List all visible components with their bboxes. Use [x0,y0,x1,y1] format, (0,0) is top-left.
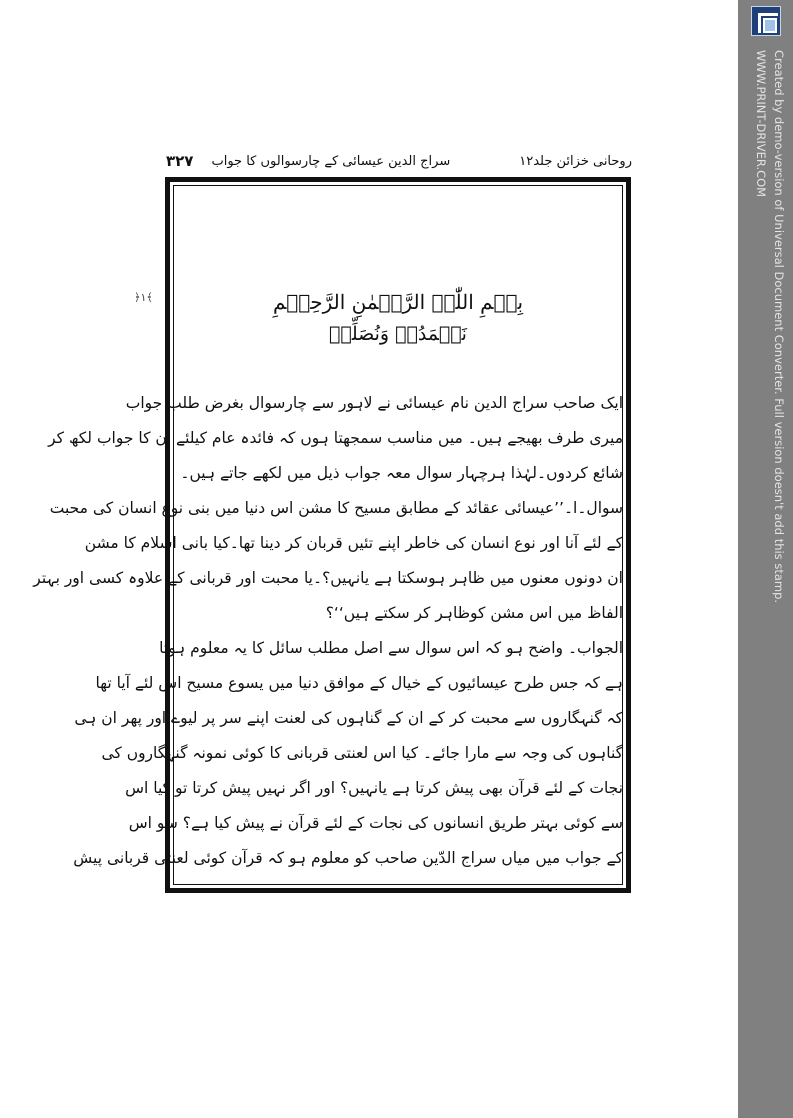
body-line-14: کے جواب میں میاں سراج الدّین صاحب کو معلوم ہو کہ قرآن کوئی لعنتی قربانی پیش [73,849,623,867]
body-line-5: کے لئے آنا اور نوع انسان کی خاطر اپنے تئیں قربان کر دینا تھا۔کیا بانی اسلام کا مشن [84,534,623,552]
page-number: ۳۲۷ [166,152,194,170]
body-line-1: ایک صاحب سراج الدین نام عیسائی نے لاہور سے چارسوال بغرض طلب جواب [125,394,623,412]
logo-box-shape [763,18,777,33]
margin-marker: ﴿۱﴾ [134,291,153,304]
body-text [33,386,623,876]
body-line-11: گناہوں کی وجہ سے مارا جائے۔ کیا اس لعنتی قربانی کا کوئی نمونہ گنہگاروں کی [101,744,623,762]
body-line-9: ہے کہ جس طرح عیسائیوں کے خیال کے موافق دنیا میں یسوع مسیح اس لئے آیا تھا [95,674,623,692]
body-line-12: نجات کے لئے قرآن بھی پیش کرتا ہے یانہیں؟ اور اگر نہیں پیش کرتا تو کیا اس [125,779,623,797]
demo-stamp-text: Created by demo-version of Universal Document Converter. Full version doesn't add this stamp. [772,50,786,604]
chapter-title: سراج الدین عیسائی کے چارسوالوں کا جواب [211,153,451,169]
body-line-2: میری طرف بھیجے ہیں۔ میں مناسب سمجھتا ہوں کہ فائدہ عام کیلئے ان کا جواب لکھ کر [48,429,623,447]
body-line-8: الجواب۔ واضح ہو کہ اس سوال سے اصل مطلب سائل کا یہ معلوم ہوتا [159,639,623,657]
body-line-3: شائع کردوں۔لہٰذا ہرچہار سوال معہ جواب ذیل میں لکھے جاتے ہیں۔ [180,464,623,482]
body-line-10: کہ گنہگاروں سے محبت کر کے ان کے گناہوں کی لعنت اپنے سر پر لیوے اور پھر ان ہی [74,709,623,727]
book-title: روحانی خزائن جلد۱۲ [519,153,632,169]
basmala: بِسۡمِ اللّٰہِ الرَّحۡمٰنِ الرَّحِیۡمِ [272,290,524,314]
header-center-group [166,152,450,170]
body-line-7: الفاظ میں اس مشن کوظاہر کر سکتے ہیں‘‘؟ [325,604,623,622]
invocation: نَحۡمَدُہٗ وَنُصَلِّیۡ [329,323,467,345]
body-line-13: سے کوئی بہتر طریق انسانوں کی نجات کے لئے قرآن نے پیش کیا ہے؟ سو اس [128,814,623,832]
converter-logo-icon [751,6,781,36]
body-line-4: سوال۔ا۔’’عیسائی عقائد کے مطابق مسیح کا مشن اس دنیا میں بنی نوع انسان کی محبت [49,499,623,517]
demo-stamp-url: WWW.PRINT-DRIVER.COM [754,50,768,198]
body-line-6: ان دونوں معنوں میں ظاہر ہوسکتا ہے یانہیں؟۔یا محبت اور قربانی کے علاوہ کسی اور بہتر [33,569,623,587]
running-header [166,148,632,174]
